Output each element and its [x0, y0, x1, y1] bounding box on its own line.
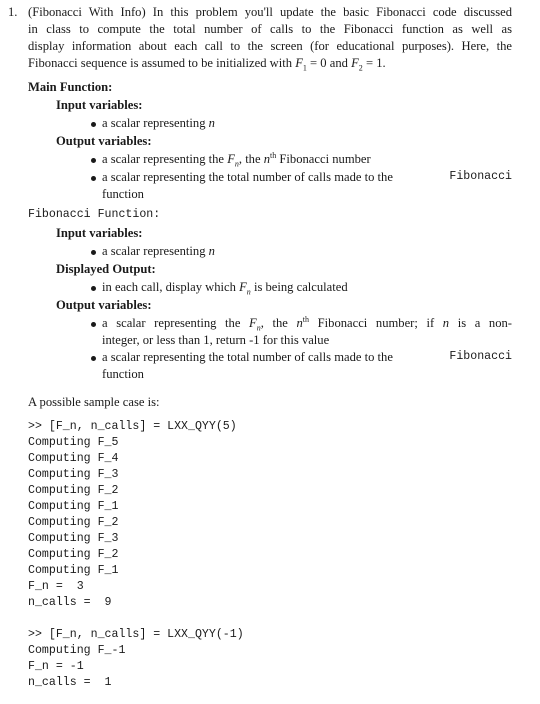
sample-line: Computing F_5 [28, 436, 119, 449]
main-output-item-1-sub: n [234, 159, 239, 169]
fib-output-item-1-n: n [296, 316, 303, 330]
fib-output-item-2-code: Fibonacci [449, 350, 512, 363]
main-input-item-var: n [208, 116, 215, 130]
sample-line: Computing F_-1 [28, 644, 126, 657]
fib-output-item-1-b: , the [260, 316, 297, 330]
fib-output-item-2-text: a scalar representing the total number of calls made to the [102, 350, 393, 364]
main-output-item-2-code: Fibonacci [449, 170, 512, 183]
fib-input-item-var: n [208, 244, 215, 258]
fib-output-heading: Output variables: [56, 298, 152, 312]
sample-line: Computing F_1 [28, 564, 119, 577]
fib-displayed-item [102, 280, 348, 295]
fib-input-item [102, 244, 215, 259]
main-output-item-1-n: n [263, 152, 271, 166]
f1-value: = 0 and [306, 56, 352, 70]
fib-output-item-2-line-2: function [102, 367, 144, 381]
sample-line: Computing F_2 [28, 484, 119, 497]
main-input-item [102, 116, 215, 131]
intro-line-4 [28, 56, 386, 71]
bullet-icon [91, 356, 96, 361]
main-output-item-1-c: Fibonacci number [276, 152, 371, 166]
sample-line: >> [F_n, n_calls] = LXX_QYY(5) [28, 420, 237, 433]
sample-line: Computing F_1 [28, 500, 119, 513]
fib-displayed-item-sub: n [246, 287, 251, 297]
fib-output-item-1-sup: th [302, 314, 310, 324]
fib-displayed-heading: Displayed Output: [56, 262, 156, 276]
intro-line-3: display information about each call to the screen (for educational purposes). Here, the [28, 39, 512, 53]
sample-line: Computing F_3 [28, 468, 119, 481]
f2-value: = 1. [362, 56, 386, 70]
fib-output-item-1-F: F [249, 316, 257, 330]
f2-symbol: F [351, 56, 359, 70]
main-output-item-2-text: a scalar representing the total number of calls made to the [102, 170, 393, 184]
main-output-item-1-a: a scalar representing the [102, 152, 228, 166]
bullet-icon [91, 322, 96, 327]
main-output-item-1 [102, 152, 371, 167]
fib-output-item-1-d: is a non- [449, 316, 512, 330]
fib-displayed-item-a: in each call, display which [102, 280, 240, 294]
fib-output-item-1-line-2: integer, or less than 1, return -1 for this value [102, 333, 330, 347]
intro-line-2: in class to compute the total number of calls to the Fibonacci function as well as [28, 22, 512, 36]
fib-output-item-1-a: a scalar representing the [102, 316, 250, 330]
intro-line-1: (Fibonacci With Info) In this problem you'll update the basic Fibonacci code discussed [28, 5, 512, 19]
sample-line: Computing F_2 [28, 548, 119, 561]
fib-displayed-item-b: is being calculated [250, 280, 348, 294]
f1-subscript: 1 [302, 63, 307, 73]
fibonacci-function-heading: Fibonacci Function: [28, 208, 161, 221]
sample-line: F_n = -1 [28, 660, 84, 673]
main-output-item-1-sup: th [270, 150, 277, 160]
fib-output-item-1-line-1 [102, 316, 512, 331]
fib-output-item-1-sub: n [256, 323, 261, 333]
main-output-item-1-F: F [227, 152, 235, 166]
bullet-icon [91, 122, 96, 127]
fib-input-item-text: a scalar representing [102, 244, 209, 258]
intro-line-4-text: Fibonacci sequence is assumed to be initialized with [28, 56, 296, 70]
bullet-icon [91, 250, 96, 255]
bullet-icon [91, 286, 96, 291]
sample-line: n_calls = 9 [28, 596, 112, 609]
bullet-icon [91, 176, 96, 181]
f2-subscript: 2 [358, 63, 363, 73]
sample-line: >> [F_n, n_calls] = LXX_QYY(-1) [28, 628, 244, 641]
fib-output-item-1-c: Fibonacci number; if [309, 316, 443, 330]
main-output-item-2-line-2: function [102, 187, 144, 201]
fib-output-item-2-line-1 [102, 350, 512, 365]
sample-intro: A possible sample case is: [28, 395, 160, 409]
main-output-item-1-b: , the [238, 152, 264, 166]
main-output-item-2-line-1 [102, 170, 512, 185]
f1-symbol: F [295, 56, 303, 70]
fib-displayed-item-F: F [239, 280, 247, 294]
fib-output-item-1-n2: n [442, 316, 450, 330]
main-input-heading: Input variables: [56, 98, 143, 112]
sample-line: n_calls = 1 [28, 676, 112, 689]
sample-line: Computing F_4 [28, 452, 119, 465]
main-function-heading: Main Function: [28, 80, 113, 94]
sample-line: F_n = 3 [28, 580, 84, 593]
main-input-item-text: a scalar representing [102, 116, 209, 130]
sample-line: Computing F_3 [28, 532, 119, 545]
sample-line: Computing F_2 [28, 516, 119, 529]
main-output-heading: Output variables: [56, 134, 152, 148]
problem-number: 1. [8, 5, 18, 19]
fib-input-heading: Input variables: [56, 226, 143, 240]
bullet-icon [91, 158, 96, 163]
